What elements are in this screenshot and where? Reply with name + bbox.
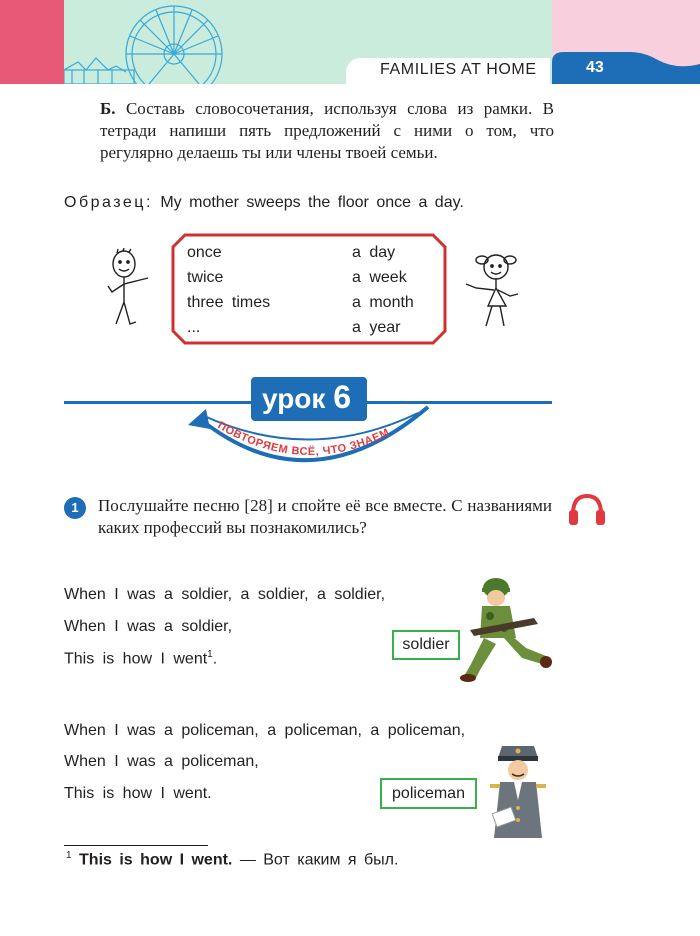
- footnote-divider: [64, 845, 208, 846]
- footnote: [66, 850, 398, 869]
- unit-title: FAMILIES AT HOME: [380, 61, 537, 78]
- frame-frequency-2: twice: [187, 269, 224, 286]
- task-b-text: Составь словосочетания, используя слова из рамки. В тетради напиши пять предложений с ними о том, что регулярно делаешь ты или члены твоей семьи.: [100, 99, 554, 162]
- song-line: When I was a policeman, a policeman, a policeman,: [64, 722, 466, 739]
- ferris-wheel-icon: [64, 0, 264, 84]
- song-line: When I was a soldier,: [64, 618, 233, 635]
- page-number-tab: [552, 52, 700, 84]
- lesson-number: 6: [333, 379, 352, 415]
- footnote-translation: — Вот каким я был.: [239, 851, 399, 869]
- phrase-frame: [171, 233, 447, 345]
- boy-figure-icon: [104, 248, 154, 328]
- song-line: When I was a soldier, a soldier, a soldier,: [64, 586, 386, 603]
- footnote-ref: 1: [207, 649, 213, 660]
- header-left-band: [0, 0, 64, 84]
- frame-period-2: a week: [352, 269, 407, 286]
- soldier-label: soldier: [392, 630, 460, 660]
- song-line-end: .: [212, 650, 218, 668]
- soldier-illustration-icon: [460, 572, 556, 690]
- song-line-text: This is how I went: [64, 650, 208, 668]
- frame-frequency-4: ...: [187, 319, 201, 336]
- girl-figure-icon: [462, 250, 524, 330]
- song-line: [64, 649, 217, 668]
- task-number-badge: 1: [64, 497, 86, 519]
- lesson-word: урок: [262, 383, 326, 414]
- song-line: This is how I went.: [64, 785, 212, 802]
- frame-period-3: a month: [352, 294, 414, 311]
- footnote-marker: 1: [66, 850, 72, 861]
- lesson-subtitle: ПОВТОРЯЕМ ВСЁ, ЧТО ЗНАЕМ: [215, 419, 392, 459]
- policeman-label: policeman: [380, 778, 477, 809]
- lesson-heading: [262, 379, 351, 416]
- page-number: 43: [586, 59, 604, 76]
- frame-period-4: a year: [352, 319, 401, 336]
- task1-instruction: Послушайте песню [28] и спойте её все вместе. С названиями каких профессий вы познакомились?: [98, 496, 552, 537]
- frame-frequency-3: three times: [187, 294, 271, 311]
- frame-frequency-1: once: [187, 244, 222, 261]
- sample-text: My mother sweeps the floor once a day.: [160, 194, 464, 211]
- sample-label: Образец:: [64, 194, 153, 211]
- task-b-instruction: [100, 98, 554, 164]
- sample-sentence: [64, 194, 464, 212]
- song-line: When I was a policeman,: [64, 753, 259, 770]
- footnote-phrase: This is how I went.: [79, 851, 233, 869]
- headphones-icon: [567, 492, 607, 528]
- frame-period-1: a day: [352, 244, 396, 261]
- task-b-label: Б.: [100, 99, 116, 118]
- policeman-illustration-icon: [476, 740, 556, 840]
